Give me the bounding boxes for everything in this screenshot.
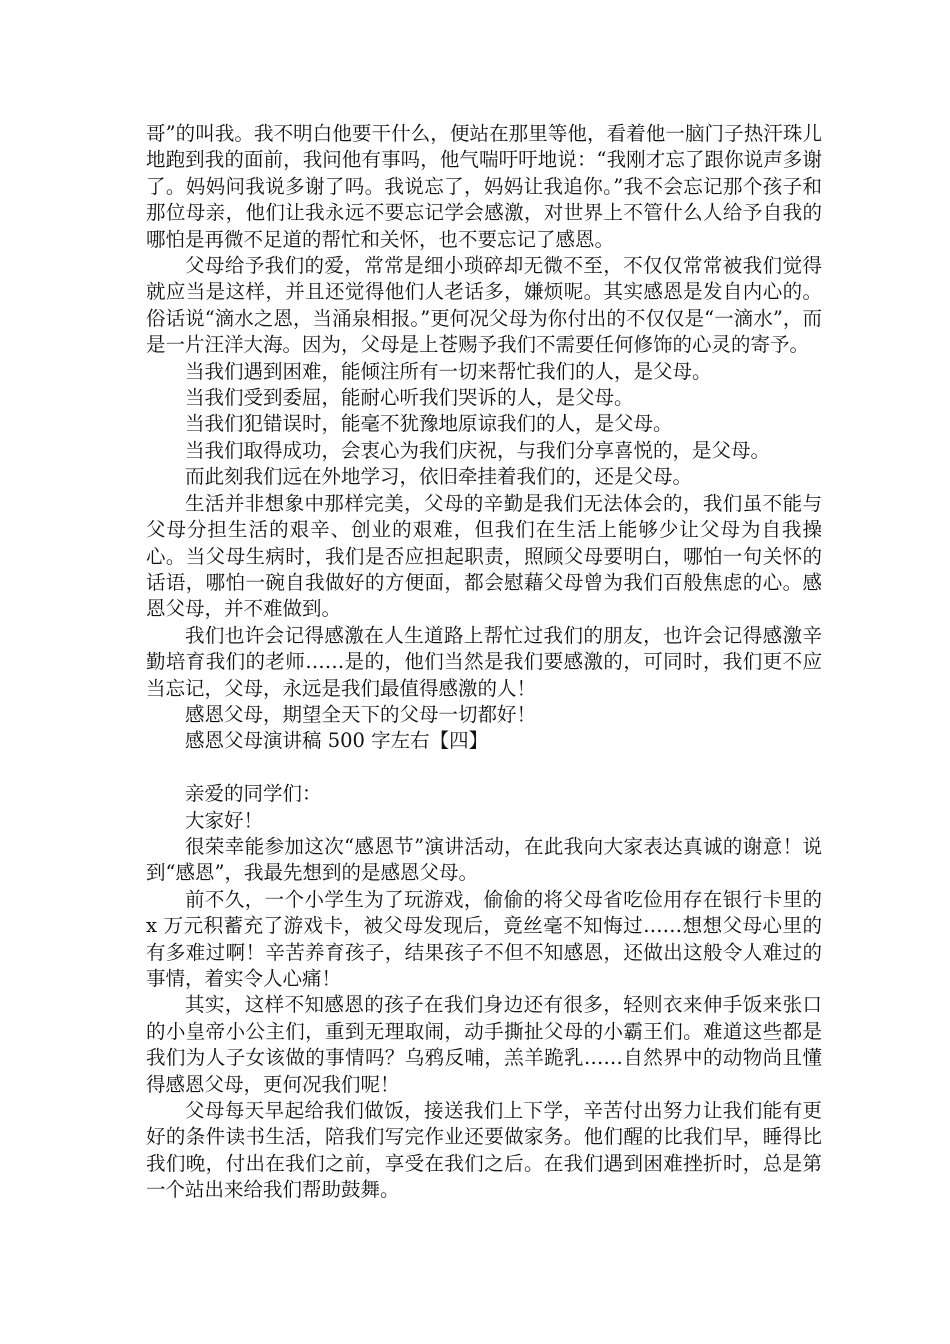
paragraph-11: 很荣幸能参加这次“感恩节”演讲活动，在此我向大家表达真诚的谢意！说到“感恩”，我最先想到的是感恩父母。 — [146, 834, 822, 885]
paragraph-6: 当我们取得成功，会衷心为我们庆祝，与我们分享喜悦的，是父母。 — [185, 438, 771, 462]
blank-line — [146, 755, 822, 781]
paragraph-5: 当我们犯错误时，能毫不犹豫地原谅我们的人，是父母。 — [185, 412, 673, 436]
paragraph-14: 父母每天早起给我们做饭，接送我们上下学，辛苦付出努力让我们能有更好的条件读书生活，陪我们写完作业还要做家务。他们醒的比我们早，睡得比我们晚，付出在我们之前，享受在我们之后。在我们遇到困难挫折时，总是第一个站出来给我们帮助鼓舞。 — [146, 1099, 822, 1202]
salutation: 亲爱的同学们： — [185, 782, 322, 806]
paragraph-12: 前不久，一个小学生为了玩游戏，偷偷的将父母省吃俭用存在银行卡里的 x 万元积蓄充了游戏卡，被父母发现后，竟丝毫不知悔过……想想父母心里的有多难过啊！辛苦养育孩子，结果孩子不但不知感恩，还做出这般令人难过的事情，着实令人心痛！ — [146, 887, 822, 990]
paragraph-2: 父母给予我们的爱，常常是细小琐碎却无微不至，不仅仅常常被我们觉得就应当是这样，并且还觉得他们人老话多，嫌烦呢。其实感恩是发自内心的。俗话说“滴水之恩，当涌泉相报。”更何况父母为你付出的不仅仅是“一滴水”，而是一片汪洋大海。因为，父母是上苍赐予我们不需要任何修饰的心灵的寄予。 — [146, 254, 822, 357]
paragraph-7: 而此刻我们远在外地学习，依旧牵挂着我们的，还是父母。 — [185, 465, 693, 489]
document-body — [146, 121, 822, 1204]
paragraph-1: 哥”的叫我。我不明白他要干什么，便站在那里等他，看着他一脑门子热汗珠儿地跑到我的面前，我问他有事吗，他气喘吁吁地说：“我刚才忘了跟你说声多谢了。妈妈问我说多谢了吗。我说忘了，妈妈让我追你。”我不会忘记那个孩子和那位母亲，他们让我永远不要忘记学会感激，对世界上不管什么人给予自我的哪怕是再微不足道的帮忙和关怀，也不要忘记了感恩。 — [146, 122, 822, 251]
section-heading: 感恩父母演讲稿 500 字左右【四】 — [185, 729, 489, 753]
paragraph-13: 其实，这样不知感恩的孩子在我们身边还有很多，轻则衣来伸手饭来张口的小皇帝小公主们，重到无理取闹，动手撕扯父母的小霸王们。难道这些都是我们为人子女该做的事情吗？乌鸦反哺，羔羊跪乳……自然界中的动物尚且懂得感恩父母，更何况我们呢！ — [146, 993, 822, 1096]
paragraph-10: 感恩父母，期望全天下的父母一切都好！ — [185, 702, 537, 726]
paragraph-3: 当我们遇到困难，能倾注所有一切来帮忙我们的人，是父母。 — [185, 359, 712, 383]
paragraph-9: 我们也许会记得感激在人生道路上帮忙过我们的朋友，也许会记得感激辛勤培育我们的老师……是的，他们当然是我们要感激的，可同时，我们更不应当忘记，父母，永远是我们最值得感激的人！ — [146, 623, 822, 700]
greeting: 大家好！ — [185, 808, 264, 832]
paragraph-4: 当我们受到委屈，能耐心听我们哭诉的人，是父母。 — [185, 386, 634, 410]
paragraph-8: 生活并非想象中那样完美，父母的辛勤是我们无法体会的，我们虽不能与父母分担生活的艰辛、创业的艰难，但我们在生活上能够少让父母为自我操心。当父母生病时，我们是否应担起职责，照顾父母要明白，哪怕一句关怀的话语，哪怕一碗自我做好的方便面，都会慰藉父母曾为我们百般焦虑的心。感恩父母，并不难做到。 — [146, 491, 822, 621]
